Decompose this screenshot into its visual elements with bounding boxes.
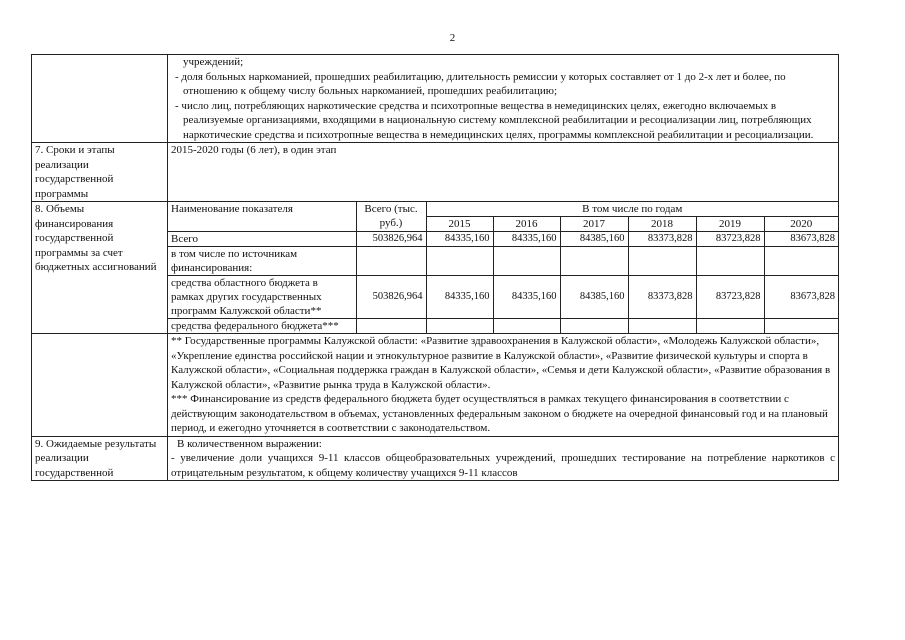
year-header: 2018	[628, 217, 696, 232]
year-header: 2019	[696, 217, 764, 232]
header-years: В том числе по годам	[426, 202, 838, 217]
row-value: 84335,160	[493, 232, 560, 247]
results-item: - увеличение доли учащихся 9-11 классов общеобразовательных учреждений, прошедших тестирование на потребление наркотиков с отрицательным результатом, к общему количеству учащихся 9-11 классов	[171, 452, 835, 479]
table-row	[168, 232, 838, 247]
row-total: 503826,964	[356, 276, 426, 319]
terms-value: 2015-2020 годы (6 лет), в один этап	[168, 143, 839, 202]
row-value: 84335,160	[426, 232, 493, 247]
row-value: 84335,160	[493, 276, 560, 319]
row-total	[356, 319, 426, 334]
passport-table	[31, 54, 839, 481]
financing-label: 8. Объемы финансирования государственной программы за счет бюджетных ассигнований	[32, 202, 168, 334]
empty-label-cell	[32, 334, 168, 437]
row-name: средства федерального бюджета***	[168, 319, 356, 334]
row-value: 83673,828	[764, 232, 838, 247]
bullet-item: - доля больных наркоманией, прошедших реабилитацию, длительность ремиссии у которых составляет от 1 до 2-х лет и более, по отношению к общему числу больных наркоманией, прошедших реабилитацию;	[175, 70, 786, 97]
row-value: 83673,828	[764, 276, 838, 319]
terms-label: 7. Сроки и этапы реализации государственной программы	[32, 143, 168, 202]
row-value	[764, 247, 838, 276]
row-value	[493, 319, 560, 334]
row-value	[426, 247, 493, 276]
row-value	[426, 319, 493, 334]
row-financing	[32, 202, 839, 334]
footnote-federal: *** Финансирование из средств федерального бюджета будет осуществляться в рамках текущего финансирования в соответствии с действующим законодательством в объемах, установленных федеральным законом о бюджете на очередной финансовый год и на плановый период, и ежегодно уточняется в соответствии с законодательством.	[171, 393, 828, 434]
row-value	[764, 319, 838, 334]
page-number: 2	[449, 32, 456, 44]
row-name: средства областного бюджета в рамках других государственных программ Калужской области**	[168, 276, 356, 319]
results-label: 9. Ожидаемые результаты реализации государственной	[32, 436, 168, 481]
bullet-item: - число лиц, потребляющих наркотические средства и психотропные вещества в немедицинских целях, ежегодно включаемых в реализуемые организациями, входящими в национальную систему комплексной реабилитации и ресоциализации лиц, потребляющих наркотические средства и психотропные вещества в немедицинских целях, программы комплексной реабилитации и ресоциализации.	[175, 99, 814, 141]
row-results	[32, 436, 839, 481]
footnote-programs: ** Государственные программы Калужской области: «Развитие здравоохранения в Калужской области», «Молодежь Калужской области», «Укрепление единства российской нации и этнокультурное развитие в Калужской области», «Развитие физической культуры и спорта в Калужской области», «Социальная поддержка граждан в Калужской области», «Семья и дети Калужской области», «Развитие образования в Калужской области», «Развитие рынка труда в Калужской области».	[171, 335, 831, 391]
row-value: 84385,160	[560, 232, 628, 247]
results-cell	[168, 436, 839, 481]
row-name: в том числе по источникам финансирования:	[168, 247, 356, 276]
row-value	[696, 247, 764, 276]
row-value: 83723,828	[696, 232, 764, 247]
row-terms	[32, 143, 839, 202]
header-name: Наименование показателя	[168, 202, 356, 232]
row-total	[356, 247, 426, 276]
row-financing-notes	[32, 334, 839, 437]
year-header: 2016	[493, 217, 560, 232]
notes-cell	[168, 334, 839, 437]
row-value: 83723,828	[696, 276, 764, 319]
row-value: 84335,160	[426, 276, 493, 319]
year-header: 2015	[426, 217, 493, 232]
row-total: 503826,964	[356, 232, 426, 247]
text-line: учреждений;	[183, 56, 244, 68]
row-value: 84385,160	[560, 276, 628, 319]
row-value	[628, 247, 696, 276]
row-name: Всего	[168, 232, 356, 247]
row-value	[628, 319, 696, 334]
indicators-cell	[168, 55, 839, 143]
table-row	[168, 319, 838, 334]
table-row	[168, 247, 838, 276]
row-value	[560, 319, 628, 334]
empty-label-cell	[32, 55, 168, 143]
header-total: Всего (тыс. руб.)	[356, 202, 426, 232]
table-row	[168, 276, 838, 319]
financing-table	[168, 202, 838, 333]
row-indicators-continued	[32, 55, 839, 143]
year-header: 2020	[764, 217, 838, 232]
financing-cell	[168, 202, 839, 334]
row-value: 83373,828	[628, 276, 696, 319]
row-value	[493, 247, 560, 276]
row-value	[696, 319, 764, 334]
row-value	[560, 247, 628, 276]
results-heading: В количественном выражении:	[177, 437, 322, 450]
year-header: 2017	[560, 217, 628, 232]
row-value: 83373,828	[628, 232, 696, 247]
